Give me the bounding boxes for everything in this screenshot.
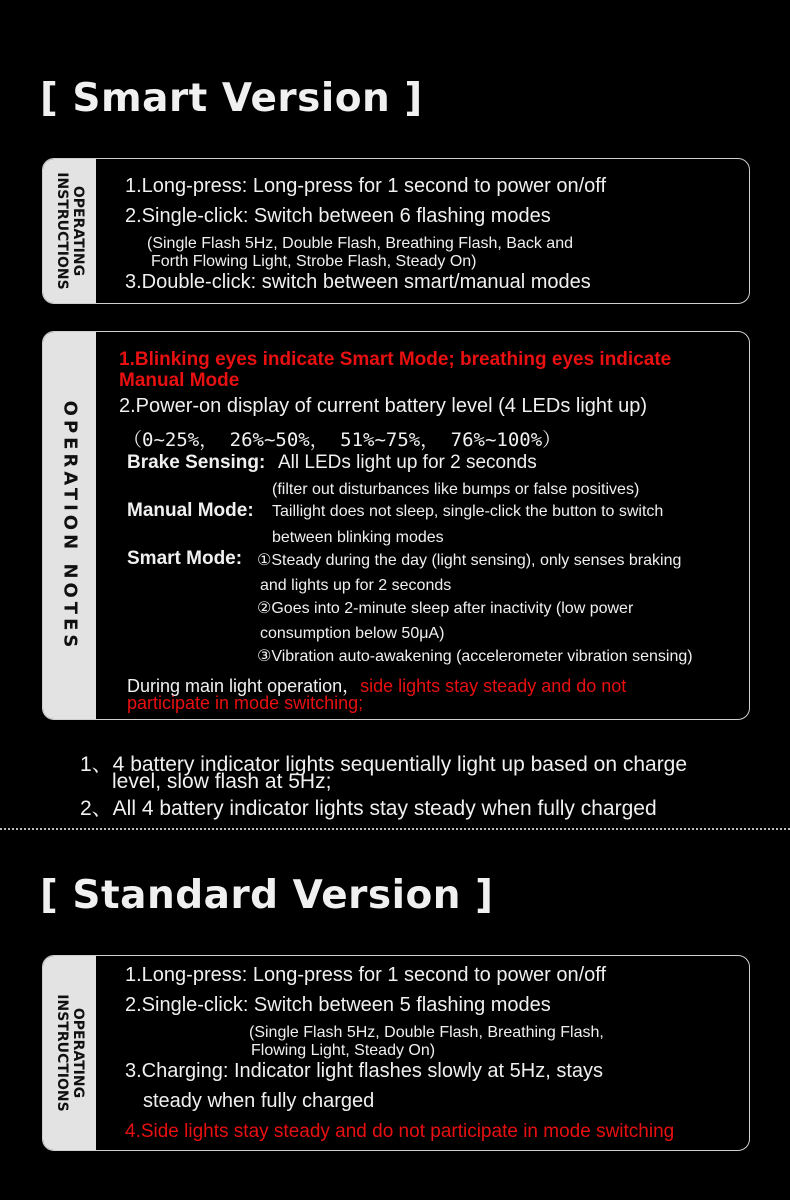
- smart-mode-item1-line1: ①Steady during the day (light sensing), only senses braking: [257, 552, 682, 569]
- tab-label-line2: INSTRUCTIONS: [53, 994, 70, 1112]
- participate-mode-switching-text: participate in mode switching;: [127, 693, 364, 713]
- smart-mode-item1-line2: and lights up for 2 seconds: [260, 577, 452, 594]
- manual-mode-text-2: between blinking modes: [272, 529, 444, 546]
- flash-modes-line2: Forth Flowing Light, Strobe Flash, Steady On): [151, 253, 477, 270]
- tab-label-line2: INSTRUCTIONS: [53, 172, 70, 290]
- manual-mode-text: Taillight does not sleep, single-click the button to switch: [272, 503, 664, 520]
- note-power-on-display: 2.Power-on display of current battery level (4 LEDs light up): [119, 395, 648, 417]
- std-instruction-single-click: 2.Single-click: Switch between 5 flashing modes: [125, 994, 551, 1016]
- smart-operating-instructions-box: [42, 158, 750, 304]
- standard-operating-instructions-tab: [43, 956, 96, 1150]
- std-flash-modes-line1: (Single Flash 5Hz, Double Flash, Breathing Flash,: [249, 1024, 604, 1041]
- filter-disturbances-text: (filter out disturbances like bumps or false positives): [272, 481, 640, 498]
- std-instruction-side-lights: 4.Side lights stay steady and do not participate in mode switching: [125, 1121, 675, 1142]
- std-instruction-long-press: 1.Long-press: Long-press for 1 second to power on/off: [125, 964, 607, 986]
- section-divider: [0, 828, 790, 830]
- instruction-long-press: 1.Long-press: Long-press for 1 second to power on/off: [125, 175, 607, 197]
- battery-note-1-cont: level, slow flash at 5Hz;: [112, 770, 332, 793]
- during-main-light-red: side lights stay steady and do not: [360, 676, 627, 696]
- manual-mode-label: Manual Mode:: [127, 500, 254, 521]
- instruction-double-click: 3.Double-click: switch between smart/manual modes: [125, 271, 591, 293]
- flash-modes-line1: (Single Flash 5Hz, Double Flash, Breathing Flash, Back and: [147, 235, 573, 252]
- standard-operating-instructions-box: [42, 955, 750, 1151]
- std-instruction-charging-cont: steady when fully charged: [143, 1090, 375, 1112]
- instruction-single-click: 2.Single-click: Switch between 6 flashing modes: [125, 205, 551, 227]
- std-instruction-charging: 3.Charging: Indicator light flashes slowly at 5Hz, stays: [125, 1060, 603, 1082]
- std-flash-modes-line2: Flowing Light, Steady On): [251, 1042, 436, 1059]
- operation-notes-tab: [43, 332, 96, 719]
- note-manual-mode: Manual Mode: [119, 370, 240, 391]
- smart-mode-item2-line2: consumption below 50μA): [260, 625, 445, 642]
- battery-note-1: 1、4 battery indicator lights sequentially light up based on charge: [80, 753, 688, 776]
- smart-mode-item2-line1: ②Goes into 2-minute sleep after inactivity (low power: [257, 600, 634, 617]
- battery-note-2: 2、All 4 battery indicator lights stay steady when fully charged: [80, 797, 657, 820]
- tab-label-line1: OPERATING: [69, 185, 86, 277]
- operation-notes-tab-label: OPERATION NOTES: [59, 400, 80, 651]
- note-battery-levels: （0~25%， 26%~50%， 51%~75%， 76%~100%）: [123, 429, 562, 451]
- note-blinking-eyes: 1.Blinking eyes indicate Smart Mode; breathing eyes indicate: [119, 349, 672, 370]
- operating-instructions-tab-label: [54, 172, 86, 289]
- standard-operating-instructions-tab-label: [54, 994, 86, 1111]
- brake-sensing-text: All LEDs light up for 2 seconds: [278, 452, 537, 473]
- standard-version-heading: [ Standard Version ]: [40, 873, 494, 918]
- tab-label-line1: OPERATING: [69, 1007, 86, 1099]
- operating-instructions-tab: [43, 159, 96, 303]
- smart-mode-label: Smart Mode:: [127, 548, 243, 569]
- smart-operation-notes-box: [42, 331, 750, 720]
- during-main-light-white: During main light operation，: [127, 676, 361, 696]
- smart-mode-item3: ③Vibration auto-awakening (accelerometer vibration sensing): [257, 648, 693, 665]
- brake-sensing-label: Brake Sensing:: [127, 452, 266, 473]
- smart-version-heading: [ Smart Version ]: [40, 76, 423, 121]
